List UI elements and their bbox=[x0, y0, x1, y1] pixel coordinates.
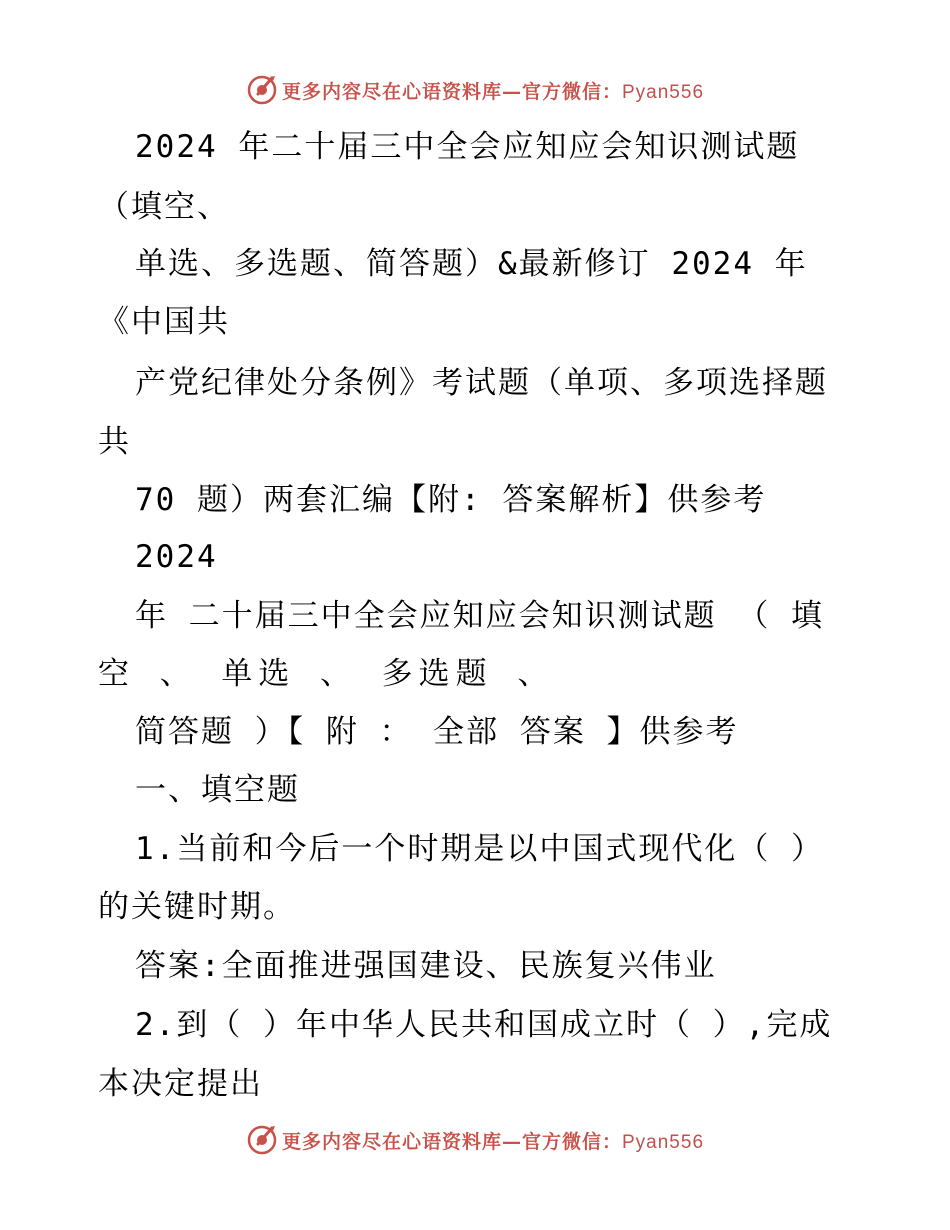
doc-line-9: 年 二十届三中全会应知应会知识测试题 （ 填 bbox=[135, 598, 824, 634]
question-2: 2.到（ ）年中华人民共和国成立时（ ）,完成 bbox=[135, 1007, 833, 1043]
question-2-cont: 本决定提出 bbox=[98, 1066, 263, 1102]
section-heading-fill-blank: 一、填空题 bbox=[135, 772, 300, 808]
doc-line-10: 空 、 单选 、 多选题 、 bbox=[98, 656, 555, 692]
doc-line-1: 2024 年二十届三中全会应知应会知识测试题 bbox=[135, 129, 800, 165]
doc-line-4: 《中国共 bbox=[98, 304, 230, 340]
footer-watermark bbox=[0, 1120, 950, 1160]
answer-1: 答案:全面推进强国建设、民族复兴伟业 bbox=[135, 948, 717, 984]
doc-line-5: 产党纪律处分条例》考试题（单项、多项选择题 bbox=[135, 365, 828, 401]
doc-line-7: 70 题）两套汇编【附: 答案解析】供参考 bbox=[135, 482, 767, 518]
doc-line-6: 共 bbox=[98, 424, 131, 460]
question-1: 1.当前和今后一个时期是以中国式现代化（ ） bbox=[135, 831, 824, 867]
wechat-id: Pyan556 bbox=[622, 1131, 705, 1153]
header-watermark bbox=[0, 70, 950, 110]
watermark-text: 更多内容尽在心语资料库—官方微信：Pyan556 bbox=[281, 1130, 705, 1153]
question-1-cont: 的关键时期。 bbox=[98, 889, 296, 925]
watermark-text: 更多内容尽在心语资料库—官方微信：Pyan556 bbox=[281, 80, 705, 103]
doc-line-11: 简答题 ）【 附 ： 全部 答案 】供参考 bbox=[135, 714, 739, 750]
brand-logo-icon bbox=[246, 1124, 278, 1156]
doc-line-3: 单选、多选题、简答题）&最新修订 2024 年 bbox=[135, 246, 808, 282]
doc-line-8: 2024 bbox=[135, 539, 218, 575]
brand-logo-icon bbox=[246, 74, 278, 106]
wechat-id: Pyan556 bbox=[622, 81, 705, 103]
doc-line-2: （填空、 bbox=[98, 189, 230, 225]
